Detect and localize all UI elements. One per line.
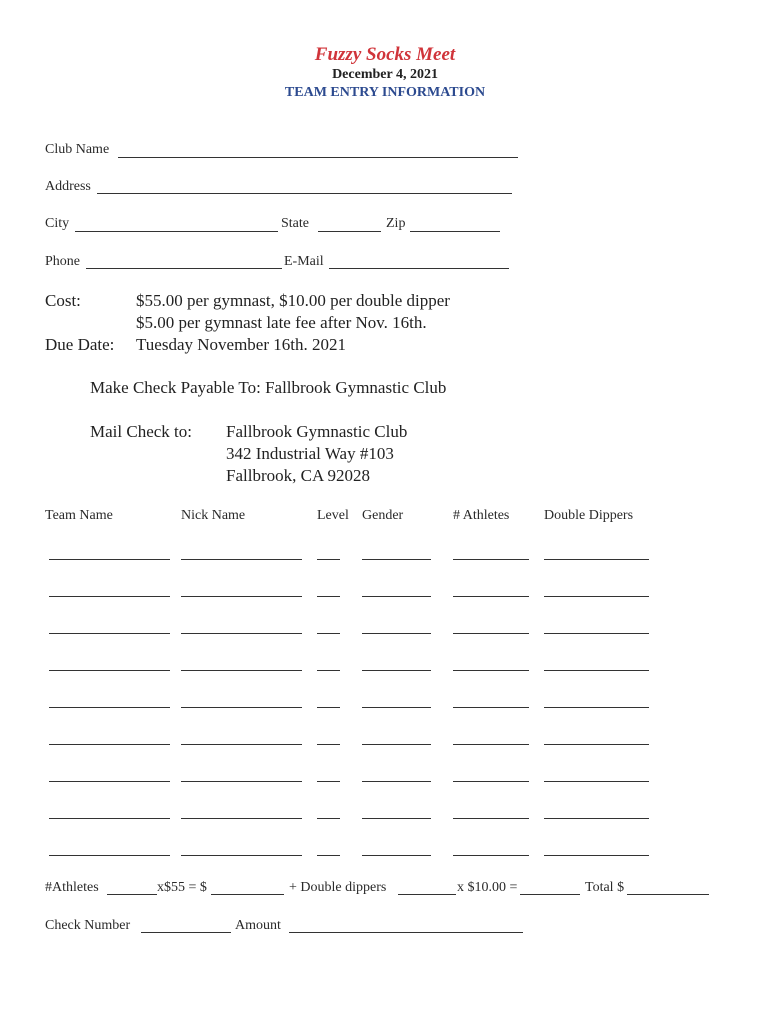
entry-line-level[interactable]: [317, 633, 340, 634]
totals-double-dippers-field[interactable]: [398, 894, 456, 895]
totals-x55-label: x$55 = $: [157, 880, 207, 895]
meet-date: December 4, 2021: [332, 67, 438, 82]
entry-line-team-name[interactable]: [49, 707, 170, 708]
mail-address-line-2: 342 Industrial Way #103: [226, 444, 394, 463]
mail-check-label: Mail Check to:: [90, 422, 192, 441]
amount-field[interactable]: [289, 932, 523, 933]
entry-line-double-dippers[interactable]: [544, 633, 649, 634]
form-title: Fuzzy Socks Meet: [314, 44, 456, 65]
zip-field[interactable]: [410, 231, 500, 232]
entry-line-athletes[interactable]: [453, 670, 529, 671]
entry-line-double-dippers[interactable]: [544, 707, 649, 708]
entry-line-double-dippers[interactable]: [544, 559, 649, 560]
totals-total-label: Total $: [585, 880, 625, 895]
state-field[interactable]: [318, 231, 381, 232]
city-field[interactable]: [75, 231, 278, 232]
column-header-gender: Gender: [362, 508, 404, 523]
mail-address-line-3: Fallbrook, CA 92028: [226, 466, 371, 485]
totals-total-field[interactable]: [627, 894, 709, 895]
entry-line-nick-name[interactable]: [181, 559, 302, 560]
entry-line-gender[interactable]: [362, 744, 431, 745]
entry-line-nick-name[interactable]: [181, 781, 302, 782]
entry-line-nick-name[interactable]: [181, 744, 302, 745]
club-name-label: Club Name: [45, 142, 110, 157]
due-date-label: Due Date:: [45, 335, 115, 354]
entry-line-athletes[interactable]: [453, 855, 529, 856]
entry-line-athletes[interactable]: [453, 633, 529, 634]
entry-line-athletes[interactable]: [453, 596, 529, 597]
check-number-label: Check Number: [45, 918, 131, 933]
entry-line-team-name[interactable]: [49, 855, 170, 856]
entry-line-level[interactable]: [317, 855, 340, 856]
entry-line-team-name[interactable]: [49, 559, 170, 560]
entry-line-level[interactable]: [317, 670, 340, 671]
cost-line-2: $5.00 per gymnast late fee after Nov. 16th.: [136, 313, 427, 332]
column-header-level: Level: [317, 508, 349, 523]
entry-line-double-dippers[interactable]: [544, 596, 649, 597]
column-header-athletes: # Athletes: [453, 508, 510, 523]
entry-line-nick-name[interactable]: [181, 707, 302, 708]
entry-line-athletes[interactable]: [453, 818, 529, 819]
entry-line-level[interactable]: [317, 707, 340, 708]
column-header-team-name: Team Name: [45, 508, 113, 523]
entry-line-double-dippers[interactable]: [544, 744, 649, 745]
entry-line-double-dippers[interactable]: [544, 818, 649, 819]
entry-line-team-name[interactable]: [49, 670, 170, 671]
totals-x10-label: x $10.00 =: [457, 880, 518, 895]
due-date-value: Tuesday November 16th. 2021: [136, 335, 346, 354]
entry-line-athletes[interactable]: [453, 559, 529, 560]
phone-field[interactable]: [86, 268, 282, 269]
entry-line-gender[interactable]: [362, 707, 431, 708]
state-label: State: [281, 216, 309, 231]
entry-line-team-name[interactable]: [49, 781, 170, 782]
column-header-double-dippers: Double Dippers: [544, 508, 634, 523]
club-name-field[interactable]: [118, 157, 518, 158]
entry-line-gender[interactable]: [362, 670, 431, 671]
address-label: Address: [45, 179, 91, 194]
entry-line-gender[interactable]: [362, 559, 431, 560]
amount-label: Amount: [235, 918, 281, 933]
entry-line-level[interactable]: [317, 818, 340, 819]
entry-line-level[interactable]: [317, 596, 340, 597]
entry-line-double-dippers[interactable]: [544, 855, 649, 856]
entry-line-team-name[interactable]: [49, 596, 170, 597]
email-label: E-Mail: [284, 254, 324, 269]
payable-to: Make Check Payable To: Fallbrook Gymnastic Club: [90, 378, 447, 397]
cost-label: Cost:: [45, 291, 81, 310]
zip-label: Zip: [386, 216, 406, 231]
entry-line-nick-name[interactable]: [181, 855, 302, 856]
entry-line-gender[interactable]: [362, 596, 431, 597]
column-header-nick-name: Nick Name: [181, 508, 246, 523]
entry-line-double-dippers[interactable]: [544, 781, 649, 782]
form-subtitle: TEAM ENTRY INFORMATION: [284, 85, 486, 100]
totals-athlete-amount-field[interactable]: [211, 894, 284, 895]
entry-line-team-name[interactable]: [49, 633, 170, 634]
entry-line-double-dippers[interactable]: [544, 670, 649, 671]
totals-dipper-amount-field[interactable]: [520, 894, 580, 895]
mail-address-line-1: Fallbrook Gymnastic Club: [226, 422, 408, 441]
entry-line-athletes[interactable]: [453, 707, 529, 708]
totals-double-dippers-label: + Double dippers: [289, 880, 387, 895]
entry-line-gender[interactable]: [362, 855, 431, 856]
entry-line-level[interactable]: [317, 781, 340, 782]
entry-line-athletes[interactable]: [453, 744, 529, 745]
cost-line-1: $55.00 per gymnast, $10.00 per double dipper: [136, 291, 450, 310]
email-field[interactable]: [329, 268, 509, 269]
entry-line-nick-name[interactable]: [181, 596, 302, 597]
entry-line-athletes[interactable]: [453, 781, 529, 782]
entry-line-nick-name[interactable]: [181, 818, 302, 819]
totals-athletes-label: #Athletes: [45, 880, 99, 895]
entry-line-nick-name[interactable]: [181, 633, 302, 634]
check-number-field[interactable]: [141, 932, 231, 933]
entry-line-gender[interactable]: [362, 818, 431, 819]
address-field[interactable]: [97, 193, 512, 194]
city-label: City: [45, 216, 70, 231]
entry-line-nick-name[interactable]: [181, 670, 302, 671]
entry-line-team-name[interactable]: [49, 818, 170, 819]
entry-line-gender[interactable]: [362, 633, 431, 634]
entry-line-level[interactable]: [317, 744, 340, 745]
phone-label: Phone: [45, 254, 80, 269]
entry-line-gender[interactable]: [362, 781, 431, 782]
entry-line-level[interactable]: [317, 559, 340, 560]
totals-athletes-field[interactable]: [107, 894, 157, 895]
entry-line-team-name[interactable]: [49, 744, 170, 745]
